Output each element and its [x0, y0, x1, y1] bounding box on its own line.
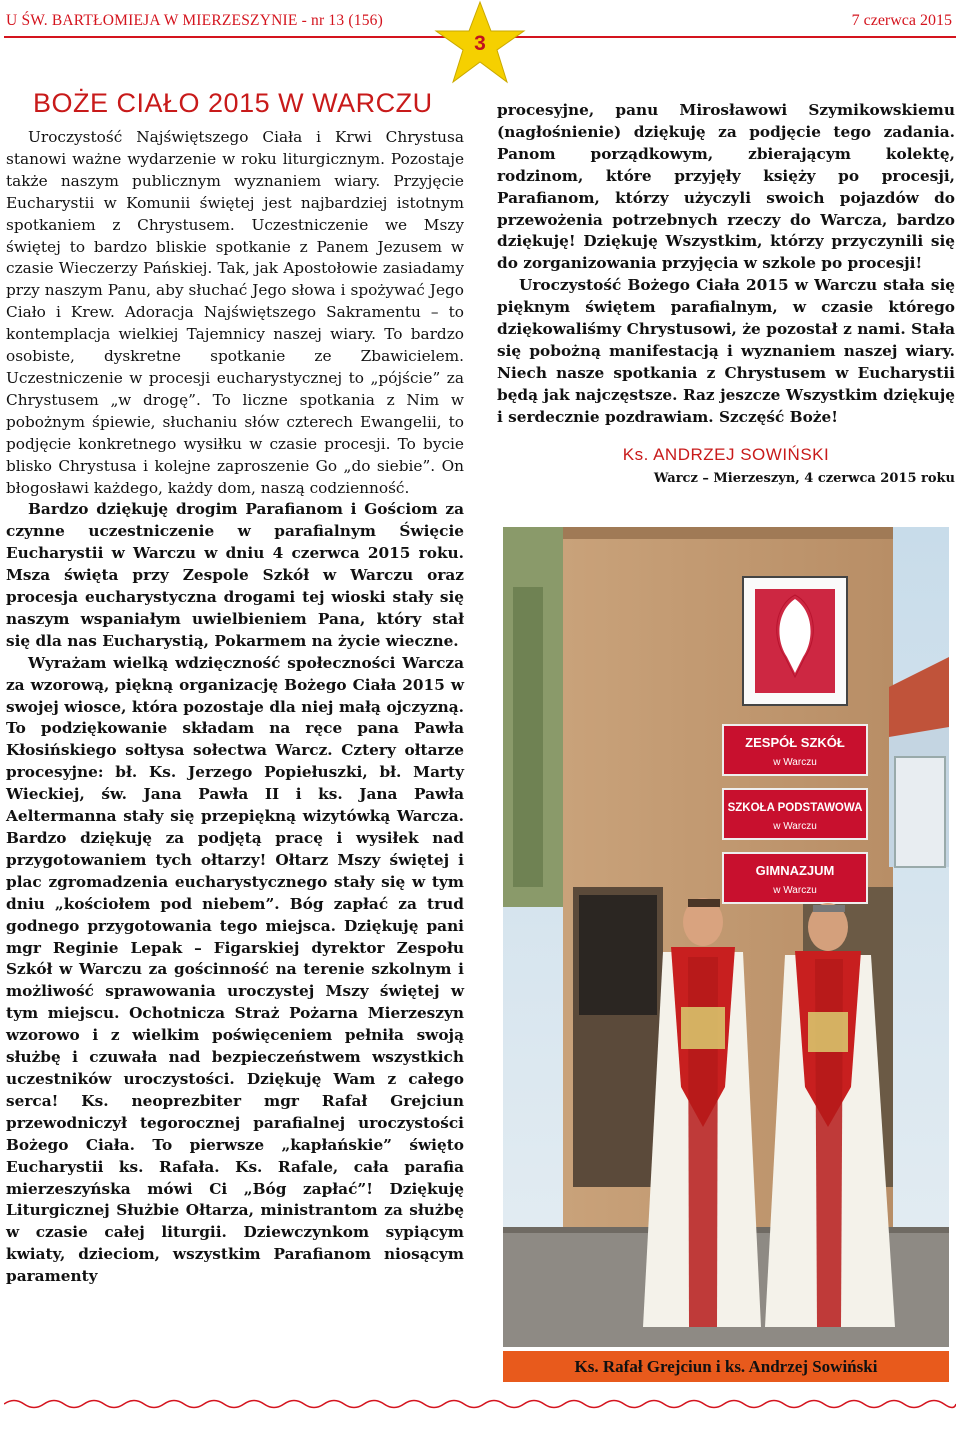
priests-photo — [503, 527, 949, 1347]
paragraph-intro: Uroczystość Najświętszego Ciała i Krwi Chrystusa stanowi ważne wydarzenie w roku liturgicznym. Pozostaje także naszym publicznym wyznaniem wiary. Przyjęcie Eucharystii w Komunii świętej jest najbardziej istotnym spotkaniem z Chrystusem. Uczestniczenie we Mszy świętej to bardzo bliskie spotkanie z Panem Jezusem w czasie Wieczerzy Pańskiej. Tak, jak Apostołowie zasiadamy przy naszym Panu, aby słuchać Jego słowa i spożywać Jego Ciało i Krew. Adoracja Najświętszego Sakramentu – to kontemplacja wielkiej Tajemnicy naszej wiary. To bardzo osobiste, dyskretne spotkanie ze Zbawicielem. Uczestniczenie w procesji eucharystycznej to „pójście” za Chrystusem „w drogę”. To liczne spotkania z Nim w pobożnym śpiewie, słuchaniu słów czterech Ewangelii, to podjęcie konkretnego wysiłku w czasie procesji. To bycie blisko Chrystusa i kolejne zaproszenie Go „do siebie”. On błogosławi każdego, każdy dom, naszą codzienność. — [6, 128, 464, 497]
photo-illustration — [503, 527, 949, 1347]
left-column — [6, 88, 464, 1288]
sign-zespol: ZESPÓŁ SZKÓŁ — [745, 735, 845, 750]
issue-date: 7 czerwca 2015 — [851, 12, 952, 29]
paragraph-closing: Uroczystość Bożego Ciała 2015 w Warczu stała się pięknym świętem parafialnym, w czasie którego dziękowaliśmy Chrystusowi, że pozostał z nami. Stała się pobożną manifestacją i wyznaniem naszej wiary. Niech nasze spotkania z Chrystusem w Eucharystii będą jak najczęstsze. Raz jeszcze Wszystkim dziękuję i serdecznie pozdrawiam. Szczęść Boże! — [497, 276, 955, 426]
sign-gimnazjum: GIMNAZJUM — [755, 863, 835, 878]
paragraph-continued: procesyjne, panu Mirosławowi Szymikowskiemu (nagłośnienie) dziękuję za podjęcie tego zadania. Panom porządkowym, zbierającym kolektę, rodzinom, które przyjęły księży po procesji, Parafianom, którzy użyczyli swoich pojazdów do przewożenia potrzebnych rzeczy do Warcza, bardzo dziękuję! Dziękuję Wszystkim, którzy przyczynili się do zorganizowania przyjęcia w szkole po procesji! — [497, 101, 955, 273]
newsletter-name: U ŚW. BARTŁOMIEJA W MIERZESZYNIE - nr 13 (156) — [6, 12, 383, 29]
sign-zespol-sub: w Warczu — [773, 757, 817, 768]
signature-place: Warcz – Mierzeszyn, 4 czerwca 2015 roku — [653, 470, 955, 486]
article-title: BOŻE CIAŁO 2015 W WARCZU — [33, 88, 433, 118]
sign-szkola-sub: w Warczu — [773, 821, 817, 832]
signature-name: Ks. ANDRZEJ SOWIŃSKI — [622, 444, 830, 464]
bottom-border — [4, 1397, 956, 1411]
page-number: 3 — [474, 32, 486, 55]
right-column — [497, 100, 955, 486]
sign-gimnazjum-sub: w Warczu — [773, 885, 817, 896]
page-number-star — [432, 0, 528, 84]
paragraph-gratitude: Wyrażam wielką wdzięczność społeczności Warcza za wzorową, piękną organizację Bożego Ciała 2015 w swojej wiosce, która pozostaje dla niej małą ojczyzną. To podziękowanie składam na ręce pana Pawła Kłosińskiego sołtysa sołectwa Warcz. Cztery ołtarze procesyjne: bł. Ks. Jerzego Popiełuszki, bł. Marty Wieckiej, św. Jana Pawła II i ks. Jana Pawła Aeltermanna stały się przepiękną wizytówką Warcza. Bardzo dziękuję za podjętą pracę i wysiłek nad przygotowaniem tych ołtarzy! Ołtarz Mszy świętej i plac zgromadzenia eucharystycznego stały się w tym dniu „kościołem pod niebem”. Bóg zapłać za trud godnego przygotowania tego miejsca. Dziękuję pani mgr Reginie Lepak – Figarskiej dyrektor Zespołu Szkół w Warczu za gościnność na terenie szkolnym i możliwość sprawowania uroczystej Mszy świętej w tym miejscu. Ochotnicza Straż Pożarna Mierzeszyn wzorowo i z wielkim poświęceniem pełniła swoją służbę i czuwała nad bezpieczeństwem wszystkich uczestników uroczystości. Dziękuję Wam z całego serca! Ks. neoprezbiter mgr Rafał Grejciun przewodniczył tegorocznej parafialnej uroczystości Bożego Ciała. To pierwsze „kapłańskie” święto Eucharystii ks. Rafała. Ks. Rafale, cała parafia mierzeszyńska mówi Ci „Bóg zapłać”! Dziękuję Liturgicznej Służbie Ołtarza, ministrantom za służbę w czasie całej liturgii. Dziewczynkom sypiącym kwiaty, dzieciom, wszystkim Parafianom niosącym paramenty — [6, 653, 464, 1286]
photo-caption: Ks. Rafał Grejciun i ks. Andrzej Sowiński — [503, 1351, 949, 1382]
paragraph-thanks: Bardzo dziękuję drogim Parafianom i Gościom za czynne uczestniczenie w parafialnym Święcie Eucharystii w Warczu w dniu 4 czerwca 2015 roku. Msza święta przy Zespole Szkół w Warczu oraz procesja eucharystyczna drogami tej wioski stały się naszym wspaniałym uwielbieniem Pana, który stał się dla nas Eucharystią, Pokarmem na życie wieczne. — [6, 500, 464, 650]
sign-szkola: SZKOŁA PODSTAWOWA — [727, 802, 863, 814]
